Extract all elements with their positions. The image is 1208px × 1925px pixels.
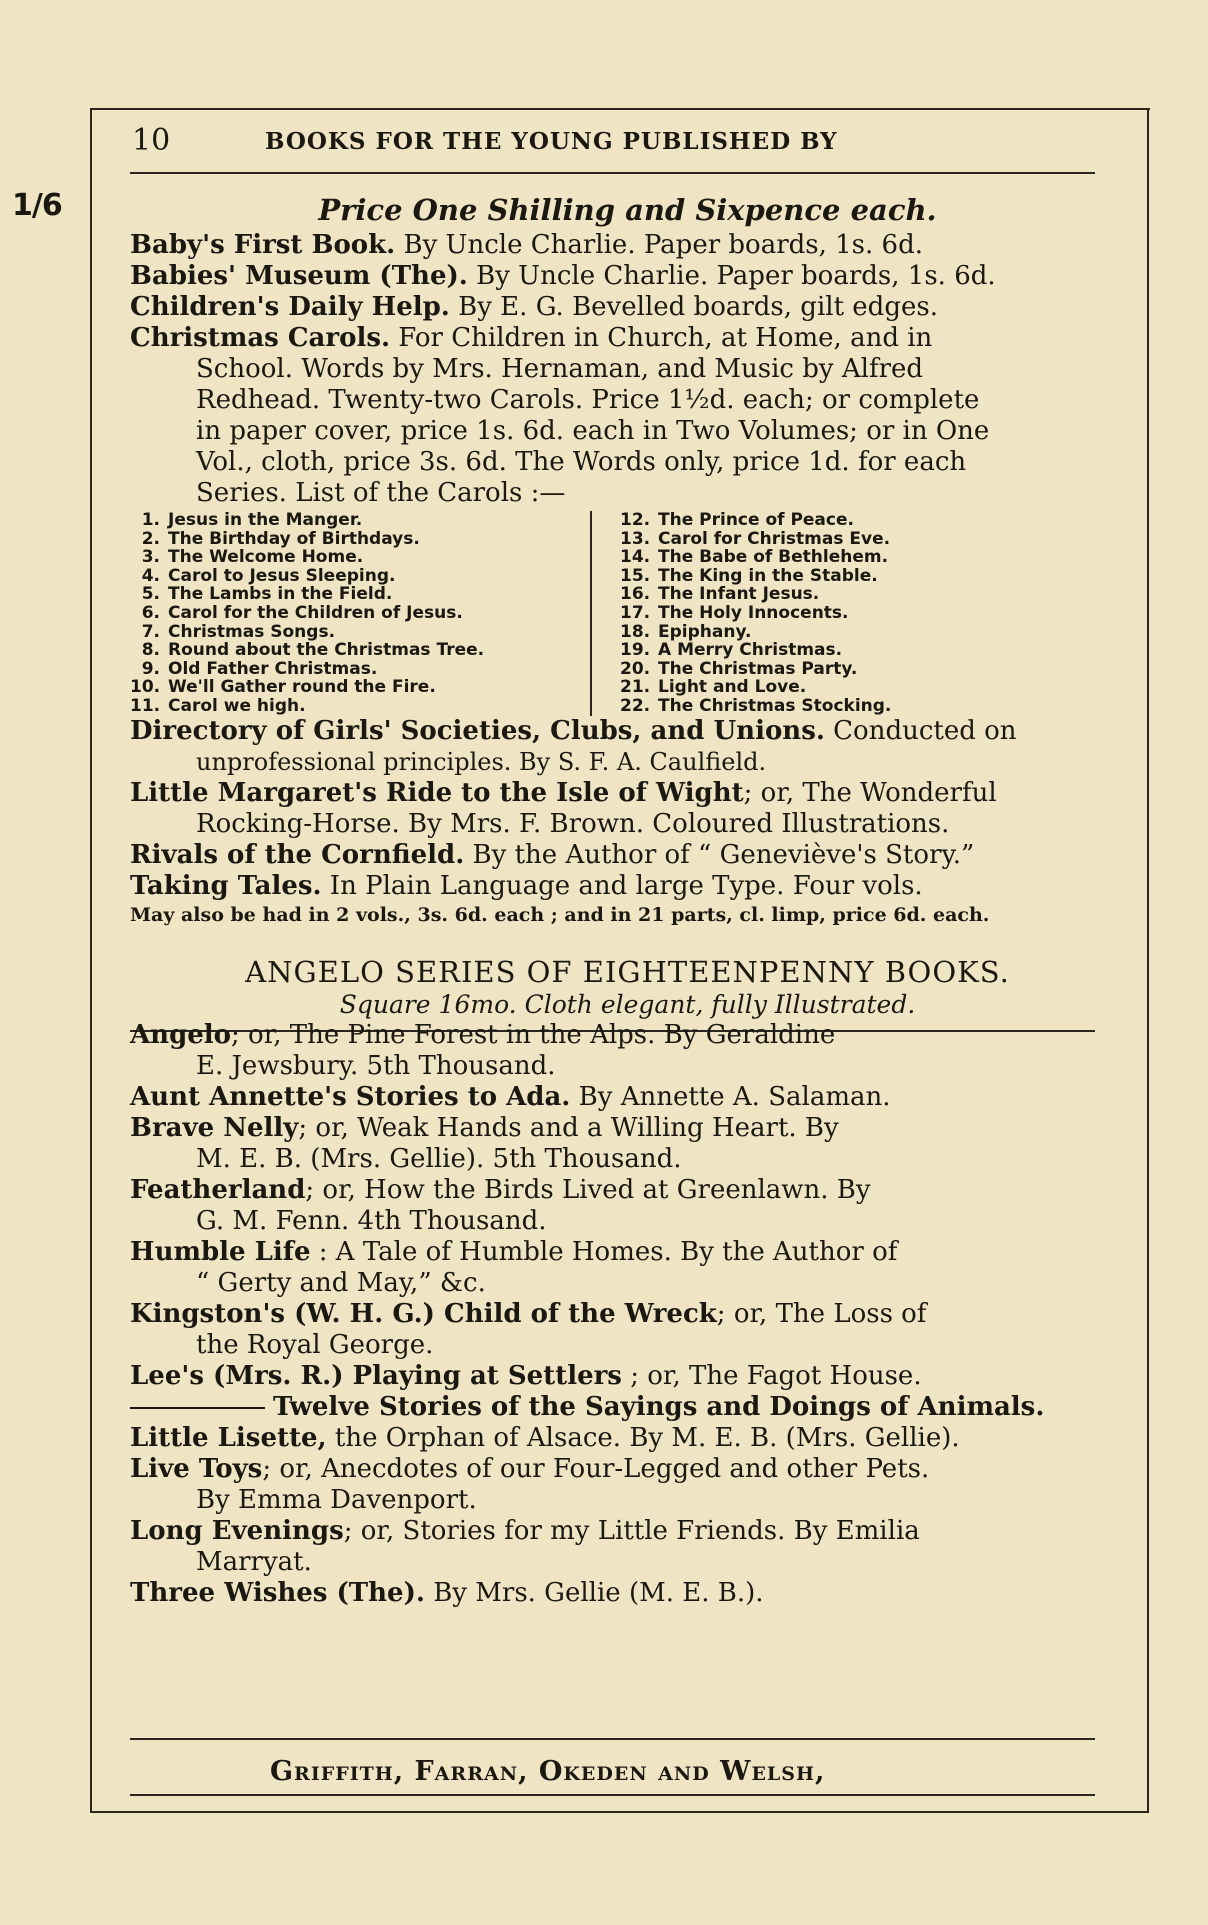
book-entry-continuation: Rocking-Horse. By Mrs. F. Brown. Coloured Illustrations. (196, 808, 950, 839)
right-border (1147, 108, 1149, 1813)
entries-group-3 (130, 1020, 1095, 1423)
book-title: Children's Daily Help. (130, 292, 450, 322)
book-title: Taking Tales. (130, 870, 322, 901)
book-details: For Children in Church, at Home, and in (390, 323, 933, 353)
angelo-series-heading: ANGELO SERIES OF EIGHTEENPENNY BOOKS. (245, 954, 1010, 989)
book-details-line: Redhead. Twenty-two Carols. Price 1½d. each; or complete (196, 385, 980, 415)
book-entry: Kingston's (W. H. G.) Child of the Wreck; or, The Loss of (130, 1298, 927, 1329)
book-title: Humble Life (130, 1236, 311, 1267)
book-details: By Uncle Charlie. Paper boards, 1s. 6d. (395, 230, 924, 260)
christmas-carols-entry (130, 323, 1095, 509)
carol-list-right (590, 511, 1020, 716)
header-rule (130, 172, 1095, 174)
book-details: By Uncle Charlie. Paper boards, 1s. 6d. (467, 261, 996, 291)
book-title: Little Lisette, (130, 1422, 327, 1453)
book-entry: Aunt Annette's Stories to Ada. By Annette A. Salaman. (130, 1081, 891, 1112)
list-item: 14. The Babe of Bethlehem. (620, 547, 889, 568)
page-content (130, 190, 1095, 1609)
list-item: 2. The Birthday of Birthdays. (141, 528, 420, 549)
list-item: 20. The Christmas Party. (620, 658, 858, 679)
book-title: Little Margaret's Ride to the Isle of Wight (130, 777, 744, 808)
list-item: 4. Carol to Jesus Sleeping. (141, 565, 396, 586)
list-item: 21. Light and Love. (620, 677, 807, 698)
book-entry: Little Lisette, the Orphan of Alsace. By M. E. B. (Mrs. Gellie). (130, 1422, 960, 1453)
list-item: 22. The Christmas Stocking. (620, 695, 892, 716)
list-item: 5. The Lambs in the Field. (141, 584, 393, 605)
book-entry: Taking Tales. In Plain Language and large Type. Four vols. (130, 870, 923, 901)
book-entry (130, 230, 1095, 261)
book-entry (130, 1392, 1095, 1423)
book-details-line: in paper cover, price 1s. 6d. each in Two Volumes; or in One (196, 416, 990, 446)
book-title: Kingston's (W. H. G.) Child of the Wreck (130, 1298, 717, 1329)
carol-list (130, 511, 1095, 716)
ditto-dash (130, 1407, 265, 1409)
list-item: 3. The Welcome Home. (141, 547, 364, 568)
list-item: 6. Carol for the Children of Jesus. (141, 602, 463, 623)
book-title: Directory of Girls' Societies, Clubs, and Unions. (130, 715, 825, 746)
carol-list-left (130, 511, 590, 716)
list-item: 1. Jesus in the Manger. (141, 510, 363, 530)
book-entry: Lee's (Mrs. R.) Playing at Settlers ; or, The Fagot House. (130, 1360, 922, 1391)
list-item: 19. A Merry Christmas. (620, 640, 843, 661)
book-entry-continuation: M. E. B. (Mrs. Gellie). 5th Thousand. (196, 1143, 682, 1174)
book-entry: Directory of Girls' Societies, Clubs, and Unions. Conducted on (130, 715, 1017, 746)
book-title: Brave Nelly (130, 1112, 299, 1143)
angelo-series-subheading: Square 16mo. Cloth elegant, fully Illustrated. (339, 989, 916, 1019)
book-entry: Angelo; or, The Pine Forest in the Alps. By Geraldine (130, 1019, 836, 1050)
book-title: Featherland (130, 1174, 306, 1205)
bottom-rule (90, 1811, 1149, 1813)
book-entry-continuation: G. M. Fenn. 4th Thousand. (196, 1205, 547, 1236)
page-number: 10 (132, 123, 171, 158)
book-entry: Featherland; or, How the Birds Lived at Greenlawn. By (130, 1174, 871, 1205)
entries-group-1 (130, 230, 1095, 323)
book-details: By E. G. Bevelled boards, gilt edges. (449, 292, 938, 322)
list-item: 15. The King in the Stable. (620, 565, 878, 586)
price-heading: Price One Shilling and Sixpence each. (318, 193, 937, 227)
book-entry-continuation: the Royal George. (196, 1329, 434, 1360)
book-entry: Three Wishes (The). By Mrs. Gellie (M. E. B.). (130, 1577, 764, 1608)
list-item: 11. Carol we high. (130, 695, 306, 716)
list-item: 17. The Holy Innocents. (620, 602, 849, 623)
book-entry (130, 292, 1095, 323)
book-title: Live Toys (130, 1453, 263, 1484)
book-details-line: School. Words by Mrs. Hernaman, and Music by Alfred (196, 354, 924, 384)
book-entry: Rivals of the Cornfield. By the Author of “ Geneviève's Story.” (130, 839, 975, 870)
book-entry: Long Evenings; or, Stories for my Little Friends. By Emilia (130, 1515, 920, 1546)
list-item: 13. Carol for Christmas Eve. (620, 528, 891, 549)
book-details-line: Series. List of the Carols :— (196, 478, 566, 508)
book-title: Long Evenings (130, 1515, 344, 1546)
book-title: Baby's First Book. (130, 230, 396, 260)
running-title: BOOKS FOR THE YOUNG PUBLISHED BY (265, 128, 838, 155)
list-item: 12. The Prince of Peace. (620, 510, 854, 530)
margin-price: 1/6 (12, 188, 62, 223)
book-title: Lee's (Mrs. R.) Playing at Settlers (130, 1360, 622, 1391)
book-entry-continuation: By Emma Davenport. (196, 1484, 477, 1515)
book-details-line: Vol., cloth, price 3s. 6d. The Words only, price 1d. for each (196, 447, 967, 477)
entries-group-2 (130, 716, 1095, 928)
list-item: 16. The Infant Jesus. (620, 584, 820, 605)
book-title: Babies' Museum (The). (130, 261, 468, 291)
book-title: Three Wishes (The). (130, 1577, 425, 1608)
book-entry-continuation: Marryat. (196, 1546, 312, 1577)
book-entry: Live Toys; or, Anecdotes of our Four-Legged and other Pets. (130, 1453, 930, 1484)
book-title: Christmas Carols. (130, 323, 391, 353)
list-item: 18. Epiphany. (620, 621, 752, 642)
left-border (90, 108, 92, 1813)
book-entry: Brave Nelly; or, Weak Hands and a Willing Heart. By (130, 1112, 839, 1143)
book-title: Aunt Annette's Stories to Ada. (130, 1081, 571, 1112)
list-item: 9. Old Father Christmas. (141, 658, 378, 679)
book-entry (130, 261, 1095, 292)
entries-group-4 (130, 1423, 1095, 1609)
list-item: 8. Round about the Christmas Tree. (141, 640, 485, 661)
book-title: Rivals of the Cornfield. (130, 839, 465, 870)
book-entry: Little Margaret's Ride to the Isle of Wight; or, The Wonderful (130, 777, 997, 808)
book-title: Angelo (130, 1019, 232, 1050)
top-rule (90, 108, 1150, 110)
book-entry-continuation: “ Gerty and May,” &c. (196, 1267, 486, 1298)
book-entry-continuation: unprofessional principles. By S. F. A. Caulfield. (196, 747, 767, 776)
book-title: Twelve Stories of the Sayings and Doings of Animals. (273, 1391, 1045, 1422)
list-item: 7. Christmas Songs. (141, 621, 336, 642)
list-item: 10. We'll Gather round the Fire. (130, 677, 436, 698)
book-entry-continuation: E. Jewsbury. 5th Thousand. (196, 1050, 556, 1081)
publisher-footer: Griffith, Farran, Okeden and Welsh, (270, 1756, 826, 1787)
footer-rule-bottom (130, 1794, 1095, 1796)
footer-rule-top (130, 1738, 1095, 1740)
book-entry: Humble Life : A Tale of Humble Homes. By the Author of (130, 1236, 898, 1267)
availability-note: May also be had in 2 vols., 3s. 6d. each ; and in 21 parts, cl. limp, price 6d. each. (130, 903, 990, 926)
